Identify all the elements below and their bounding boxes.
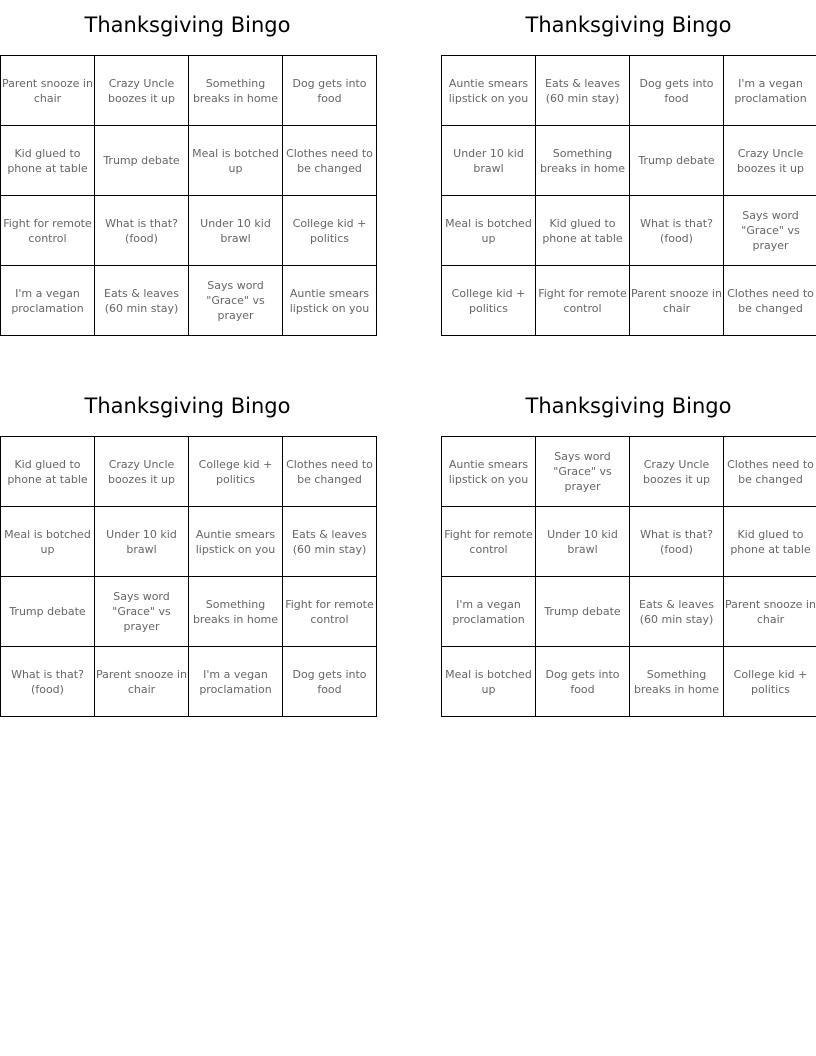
bingo-cell: Kid glued to phone at table [536, 196, 630, 266]
bingo-cell: Under 10 kid brawl [189, 196, 283, 266]
bingo-row [1, 437, 377, 507]
bingo-cell: Auntie smears lipstick on you [442, 437, 536, 507]
bingo-cell: Fight for remote control [283, 577, 377, 647]
bingo-row [1, 126, 377, 196]
card-title: Thanksgiving Bingo [84, 13, 291, 37]
bingo-cell: Eats & leaves (60 min stay) [630, 577, 724, 647]
bingo-row [442, 266, 816, 336]
bingo-cell: College kid + politics [189, 437, 283, 507]
bingo-cell: Parent snooze in chair [1, 56, 95, 126]
bingo-cell: Trump debate [630, 126, 724, 196]
bingo-cell: Something breaks in home [630, 647, 724, 717]
bingo-cell: Meal is botched up [189, 126, 283, 196]
bingo-cell: Kid glued to phone at table [724, 507, 816, 577]
bingo-cell: Something breaks in home [189, 56, 283, 126]
bingo-cell: Fight for remote control [442, 507, 536, 577]
bingo-row [1, 577, 377, 647]
bingo-cell: What is that? (food) [1, 647, 95, 717]
bingo-cell: Crazy Uncle boozes it up [95, 437, 189, 507]
bingo-row [442, 577, 816, 647]
bingo-cell: College kid + politics [283, 196, 377, 266]
bingo-grid [441, 436, 816, 717]
bingo-cell: Auntie smears lipstick on you [189, 507, 283, 577]
card-title: Thanksgiving Bingo [525, 394, 732, 418]
bingo-row [1, 647, 377, 717]
bingo-cell: Parent snooze in chair [724, 577, 816, 647]
bingo-cell: Fight for remote control [1, 196, 95, 266]
bingo-cell: Crazy Uncle boozes it up [95, 56, 189, 126]
bingo-cell: Dog gets into food [630, 56, 724, 126]
bingo-cell: Says word "Grace" vs prayer [95, 577, 189, 647]
bingo-row [1, 196, 377, 266]
bingo-cell: Crazy Uncle boozes it up [630, 437, 724, 507]
bingo-row [442, 507, 816, 577]
bingo-cell: Kid glued to phone at table [1, 437, 95, 507]
bingo-cell: Trump debate [95, 126, 189, 196]
bingo-cell: Auntie smears lipstick on you [442, 56, 536, 126]
bingo-row [1, 56, 377, 126]
bingo-cell: Crazy Uncle boozes it up [724, 126, 816, 196]
bingo-cell: Under 10 kid brawl [95, 507, 189, 577]
bingo-cell: Clothes need to be changed [724, 266, 816, 336]
bingo-cell: Parent snooze in chair [630, 266, 724, 336]
bingo-row [442, 647, 816, 717]
bingo-cell: Meal is botched up [442, 196, 536, 266]
bingo-cell: Something breaks in home [536, 126, 630, 196]
bingo-row [1, 507, 377, 577]
bingo-row [442, 126, 816, 196]
bingo-cell: I'm a vegan proclamation [189, 647, 283, 717]
bingo-cell: I'm a vegan proclamation [1, 266, 95, 336]
bingo-cell: Says word "Grace" vs prayer [536, 437, 630, 507]
bingo-cell: What is that? (food) [630, 196, 724, 266]
bingo-cell: Fight for remote control [536, 266, 630, 336]
bingo-cell: Dog gets into food [283, 647, 377, 717]
bingo-cell: What is that? (food) [95, 196, 189, 266]
bingo-cell: Eats & leaves (60 min stay) [536, 56, 630, 126]
bingo-cell: Dog gets into food [536, 647, 630, 717]
bingo-cell: College kid + politics [724, 647, 816, 717]
bingo-row [442, 437, 816, 507]
bingo-row [442, 196, 816, 266]
bingo-row [442, 56, 816, 126]
card-title: Thanksgiving Bingo [525, 13, 732, 37]
bingo-grid [441, 55, 816, 336]
bingo-cell: Kid glued to phone at table [1, 126, 95, 196]
bingo-cell: Eats & leaves (60 min stay) [95, 266, 189, 336]
bingo-cell: What is that? (food) [630, 507, 724, 577]
bingo-cell: Parent snooze in chair [95, 647, 189, 717]
bingo-cell: Something breaks in home [189, 577, 283, 647]
bingo-grid [0, 436, 377, 717]
bingo-cell: Trump debate [1, 577, 95, 647]
bingo-cell: Says word "Grace" vs prayer [189, 266, 283, 336]
bingo-cell: Meal is botched up [442, 647, 536, 717]
bingo-cell: Clothes need to be changed [283, 437, 377, 507]
bingo-cell: Meal is botched up [1, 507, 95, 577]
bingo-cell: College kid + politics [442, 266, 536, 336]
bingo-cell: Clothes need to be changed [724, 437, 816, 507]
bingo-cell: Dog gets into food [283, 56, 377, 126]
card-title: Thanksgiving Bingo [84, 394, 291, 418]
bingo-grid [0, 55, 377, 336]
bingo-cell: I'm a vegan proclamation [724, 56, 816, 126]
bingo-cell: Says word "Grace" vs prayer [724, 196, 816, 266]
bingo-cell: Trump debate [536, 577, 630, 647]
bingo-cell: Under 10 kid brawl [442, 126, 536, 196]
bingo-cell: I'm a vegan proclamation [442, 577, 536, 647]
bingo-cell: Auntie smears lipstick on you [283, 266, 377, 336]
bingo-cell: Eats & leaves (60 min stay) [283, 507, 377, 577]
bingo-cell: Under 10 kid brawl [536, 507, 630, 577]
bingo-row [1, 266, 377, 336]
bingo-cell: Clothes need to be changed [283, 126, 377, 196]
